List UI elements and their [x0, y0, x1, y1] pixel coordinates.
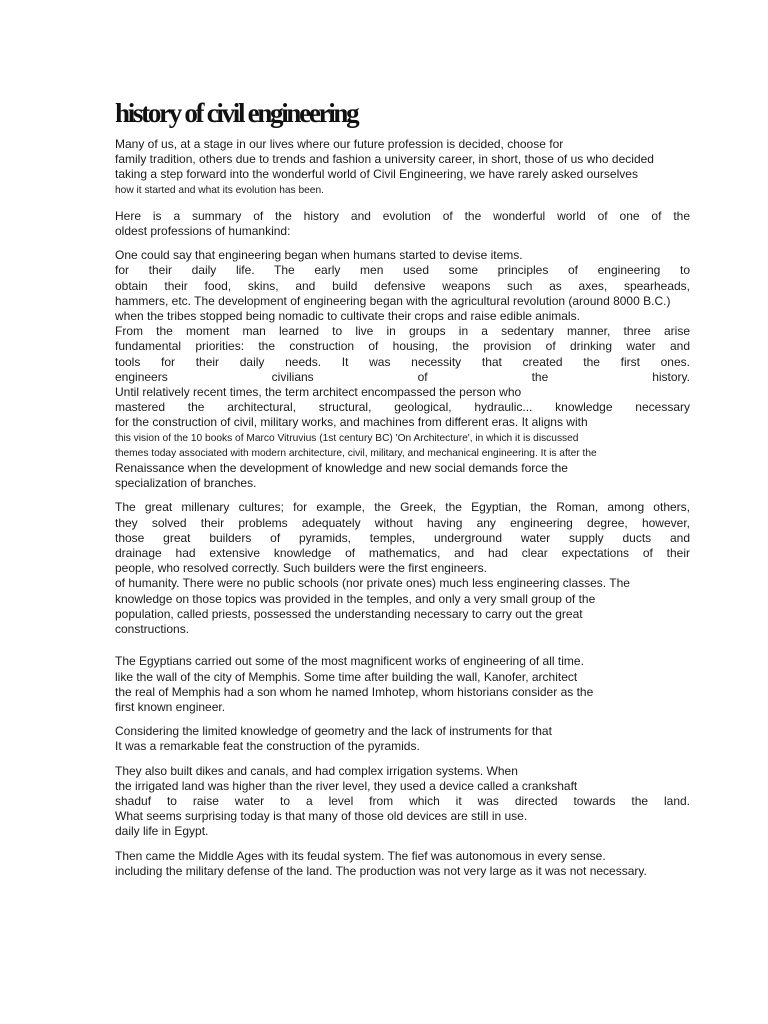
paragraph — [115, 724, 690, 754]
text-line: Many of us, at a stage in our lives where our future profession is decided, choose for — [115, 137, 564, 151]
text-line: knowledge on those topics was provided in the temples, and only a very small group of the — [115, 591, 596, 606]
paragraph — [115, 248, 690, 491]
text-line: oldest professions of humankind: — [115, 224, 291, 239]
text-line: drainage had extensive knowledge of mathematics, and had clear expectations of their — [115, 546, 690, 561]
text-line: Here is a summary of the history and evolution of the wonderful world of one of the — [115, 208, 690, 223]
paragraph — [115, 764, 690, 840]
text-line: What seems surprising today is that many of those old devices are still in use. — [115, 809, 528, 824]
paragraph — [115, 849, 690, 879]
text-line: family tradition, others due to trends and fashion a university career, in short, those of us who decided — [115, 152, 654, 167]
text-line: Considering the limited knowledge of geometry and the lack of instruments for that — [115, 724, 552, 739]
text-line: shaduf to raise water to a level from which it was directed towards the land. — [115, 793, 690, 808]
text-line: for their daily life. The early men used some principles of engineering to — [115, 263, 690, 278]
text-line: From the moment man learned to live in groups in a sedentary manner, three arise — [115, 324, 690, 339]
paragraph — [115, 137, 690, 198]
document-title: history of civil engineering — [115, 98, 358, 128]
text-line: when the tribes stopped being nomadic to cultivate their crops and raise edible animals. — [115, 309, 580, 324]
paragraph — [115, 209, 690, 239]
text-line: obtain their food, skins, and build defensive weapons such as axes, spearheads, — [115, 278, 690, 293]
text-line: hammers, etc. The development of engineering began with the agricultural revolution (around 8000 B.C.) — [115, 293, 671, 308]
text-line: daily life in Egypt. — [115, 824, 209, 839]
text-line: the real of Memphis had a son whom he named Imhotep, whom historians consider as the — [115, 684, 594, 699]
text-line: Renaissance when the development of knowledge and new social demands force the — [115, 461, 568, 476]
text-line: this vision of the 10 books of Marco Vitruvius (1st century BC) 'On Architecture', in which it is discussed — [115, 432, 579, 444]
text-line: constructions. — [115, 622, 190, 637]
text-line: tools for their daily needs. It was necessity that created the first ones. — [115, 354, 690, 369]
text-line: specialization of branches. — [115, 476, 257, 491]
paragraph — [115, 500, 690, 637]
text-line: engineers civilians of the history. — [115, 369, 690, 384]
text-line: first known engineer. — [115, 699, 226, 714]
text-line: like the wall of the city of Memphis. Some time after building the wall, Kanofer, architect — [115, 669, 578, 684]
text-line: They also built dikes and canals, and had complex irrigation systems. When — [115, 763, 518, 778]
paragraph — [115, 654, 690, 715]
text-line: taking a step forward into the wonderful world of Civil Engineering, we have rarely asked ourselves — [115, 167, 638, 182]
text-line: how it started and what its evolution has been. — [115, 184, 324, 196]
text-line: Until relatively recent times, the term architect encompassed the person who — [115, 385, 522, 400]
text-line: those great builders of pyramids, temples, underground water supply ducts and — [115, 530, 690, 545]
text-line: mastered the architectural, structural, geological, hydraulic... knowledge necessary — [115, 400, 690, 415]
text-line: fundamental priorities: the construction of housing, the provision of drinking water and — [115, 339, 690, 354]
text-line: including the military defense of the land. The production was not very large as it was not necessary. — [115, 863, 647, 878]
text-line: the irrigated land was higher than the river level, they used a device called a crankshaft — [115, 778, 578, 793]
text-line: The Egyptians carried out some of the most magnificent works of engineering of all time. — [115, 654, 584, 669]
text-line: they solved their problems adequately without having any engineering degree, however, — [115, 515, 690, 530]
text-line: for the construction of civil, military works, and machines from different eras. It aligns with — [115, 415, 588, 430]
text-line: population, called priests, possessed the understanding necessary to carry out the great — [115, 606, 583, 621]
text-line: One could say that engineering began when humans started to devise items. — [115, 248, 523, 263]
text-line: It was a remarkable feat the construction of the pyramids. — [115, 739, 420, 754]
text-line: Then came the Middle Ages with its feudal system. The fief was autonomous in every sense. — [115, 848, 606, 863]
document-body — [115, 137, 690, 879]
text-line: people, who resolved correctly. Such builders were the first engineers. — [115, 561, 487, 576]
text-line: The great millenary cultures; for example, the Greek, the Egyptian, the Roman, among others, — [115, 500, 690, 515]
text-line: themes today associated with modern architecture, civil, military, and mechanical engineering. It is after the — [115, 447, 597, 459]
text-line: of humanity. There were no public schools (nor private ones) much less engineering classes. The — [115, 576, 630, 591]
